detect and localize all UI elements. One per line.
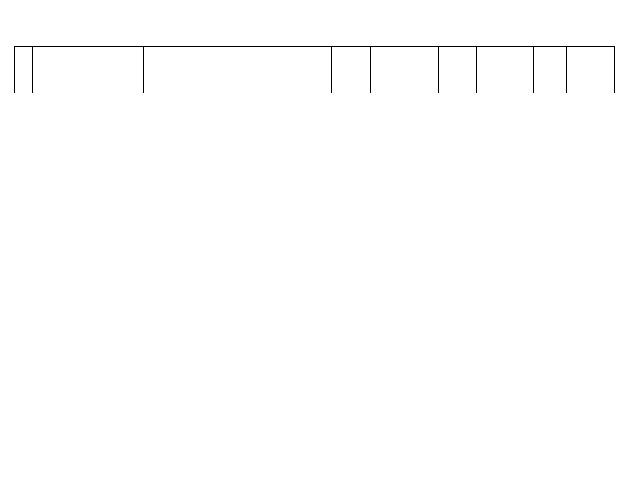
header-final-grade <box>566 47 615 93</box>
header-no-col <box>14 47 32 93</box>
header-total-1 <box>331 47 370 93</box>
header-written-works <box>143 47 331 93</box>
header-learner-name <box>32 47 143 93</box>
sheet-meta <box>14 24 615 35</box>
header-initial-grade <box>533 47 566 93</box>
column-header <box>14 46 615 93</box>
header-performance-task <box>370 47 438 93</box>
header-total-2 <box>438 47 476 93</box>
header-quarterly-assessment <box>476 47 533 93</box>
